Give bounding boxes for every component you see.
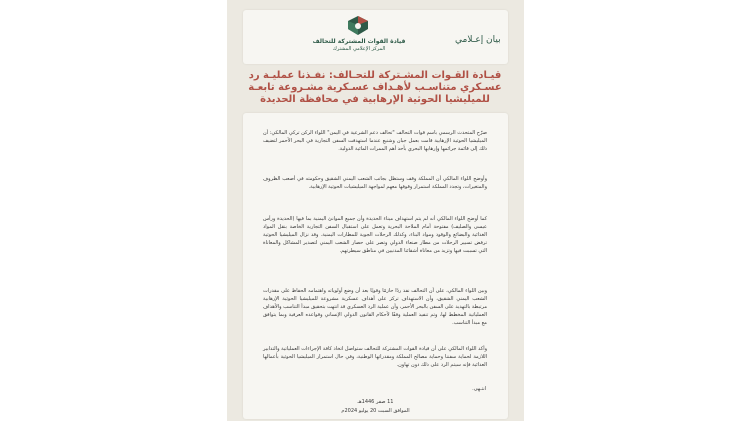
date-gregorian: الموافق السبت 20 يوليو 2024م (341, 408, 410, 414)
paragraph-3: كما أوضح اللواء المالكي أنه لم يتم استهداف ميناء الحديدة وأن جميع الموانئ اليمنية بما فيها (الحديدة ورأس عيسى والصليف) مفتوحة أمام الملاحة البحرية وتعمل على استقبال السفن التجارية الخاصة بنقل المواد الغذائية والبضائع والوقود ومواد البناء، وكذلك الرحلات الجوية للمطارات اليمنية. وقد نزال الميليشيا الحوثية ترفض تسيير الرحلات من مطار صنعاء الدولي وتصر على حصار الشعب اليمني لتصدير المشاكل والمعاناة التي تسببت فيها وتزيد من معاناة أشقائنا المدنيين في مناطق سيطرتهم. (263, 216, 487, 254)
headline: قيـادة القـوات المشـتركة للتحـالف: نفـذنا عمليـة رد عسـكري متناسـب لأهـداف عسـكرية مشـروعة تابعـة للميليشيا الحوثية الإرهابية في محافظة الحديدة (248, 70, 502, 105)
statement-label: بيان إعـلامي (455, 35, 501, 45)
statement-sheet (227, 0, 524, 421)
paragraph-5: وأكد اللواء المالكي على أن قيادة القوات المشتركة للتحالف ستواصل اتخاذ كافة الإجراءات العملياتية والتدابير اللازمة لحماية سفننا وحماية مصالح المملكة ومقدراتها الوطنية، وفي حال استمرار الميليشيا الحوثية بأعمالها العدائية فإنه سيتم الرد على ذلك دون تهاون. (263, 346, 487, 368)
header-card (243, 10, 508, 64)
paragraph-4: وبين اللواء المالكي، على أن التحالف نفذ ردًا حازمًا وقويًا بعد أن وضع أولوياته واهتمامه الحفاظ على مقدرات الشعب اليمني الشقيق، وأن الاستهداف تركز على أهداف عسكرية مشروعة للميليشيا الحوثية الإرهابية مرتبطة بالتهديد على السفن بالبحر الأحمر، وأن عملية الرد العسكري قد انتهت بتحقيق مبدأ التناسب والأهداف العملياتية المخطط لها، وتم تنفيذ العملية وفقًا لأحكام القانون الدولي الإنساني وقواعده العرفية وبما يتوافق مع مبدأ التناسب. (263, 288, 487, 326)
org-subtitle: المركز الإعلامي المشترك (332, 46, 386, 52)
org-name: قيادة القوات المشتركة للتحالف (312, 38, 406, 45)
end-mark: انتـهى. (472, 386, 486, 392)
paragraph-2: وأوضح اللواء المالكي أن المملكة وقف وستظل بجانب الشعب اليمني الشقيق وحكومته في أصعب الظروف والمتغيرات، وتجدد المملكة استمرار وقوفها معهم لمواجهة الميليشيات الحوثية الإرهابية. (263, 176, 487, 190)
date-hijri: 11 صفر 1446هـ (357, 399, 394, 405)
coalition-logo-icon (343, 15, 373, 37)
body-card (243, 113, 508, 419)
paragraph-1: صرّح المتحدث الرسمي باسم قوات التحالف "تحالف دعم الشرعية في اليمن" اللواء الركن تركي المالكي: أن الميليشيا الحوثية الإرهابية قامت بعمل جبان وشنيع عندما استهدفت السفن التجارية في البحر الأحمر لتضيف ذلك إلى قائمة جرائمها وإرهابها البحري بأحد أهم الممرات المائية الدولية. (263, 130, 487, 152)
